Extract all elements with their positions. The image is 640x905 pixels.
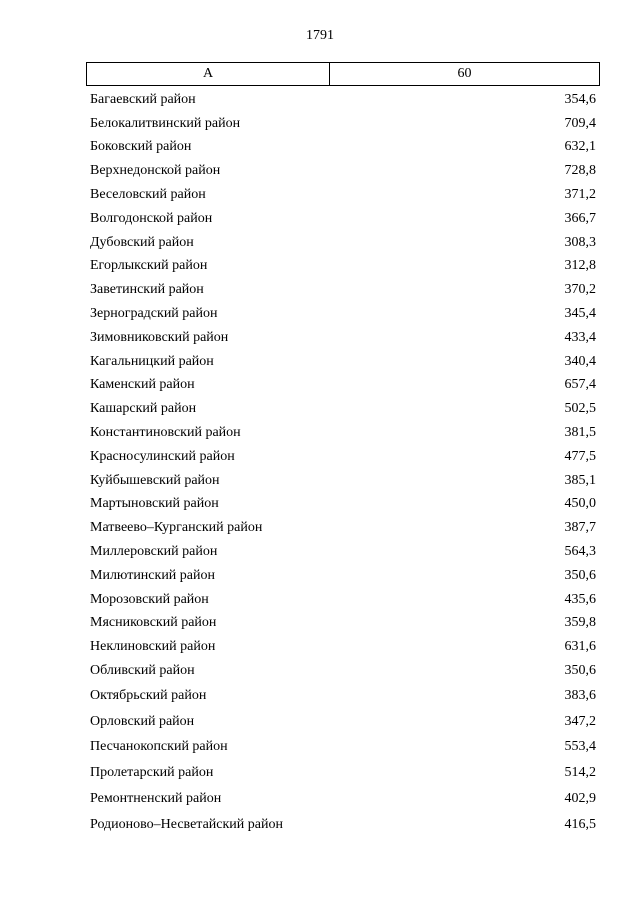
district-value: 477,5 [564,448,596,464]
table-row [90,516,596,540]
district-value: 347,2 [564,713,596,729]
district-value: 435,6 [564,591,596,607]
district-value: 350,6 [564,567,596,583]
table-row [90,786,596,812]
table-row [90,302,596,326]
table-row [90,159,596,183]
district-value: 631,6 [564,639,596,655]
district-name: Кашарский район [90,401,197,417]
table-row [90,540,596,564]
district-name: Матвеево–Курганский район [90,520,263,536]
district-value: 308,3 [564,234,596,250]
district-value: 371,2 [564,187,596,203]
district-value: 657,4 [564,377,596,393]
table-row [90,635,596,659]
district-name: Мясниковский район [90,615,217,631]
table-row [90,421,596,445]
district-name: Заветинский район [90,282,204,298]
table-row [90,207,596,231]
district-name: Морозовский район [90,591,209,607]
table-row [90,735,596,761]
district-name: Верхнедонской район [90,163,221,179]
district-value: 381,5 [564,425,596,441]
district-name: Мартыновский район [90,496,219,512]
table-row [90,278,596,302]
district-name: Обливский район [90,663,195,679]
table-row [90,760,596,786]
table-row [90,469,596,493]
table-header [86,62,600,86]
page-number: 1791 [306,28,334,43]
district-value: 354,6 [564,91,596,107]
district-name: Веселовский район [90,187,206,203]
district-name: Пролетарский район [90,765,214,781]
district-value: 366,7 [564,210,596,226]
district-name: Куйбышевский район [90,472,220,488]
table-row [90,397,596,421]
district-value: 402,9 [564,791,596,806]
district-value: 564,3 [564,544,596,560]
district-value: 383,6 [564,687,596,703]
table-row [90,493,596,517]
table-row [90,445,596,469]
district-value: 553,4 [564,739,596,755]
district-name: Красносулинский район [90,448,235,464]
table-row [90,112,596,136]
district-value: 433,4 [564,329,596,345]
table-row [90,350,596,374]
district-value: 312,8 [564,258,596,274]
table-row [90,326,596,350]
district-name: Боковский район [90,139,192,155]
district-name: Дубовский район [90,234,194,250]
table-row [90,812,596,838]
district-value: 350,6 [564,663,596,679]
district-value: 359,8 [564,615,596,631]
district-value: 514,2 [564,765,596,781]
district-value: 632,1 [564,139,596,155]
district-name: Багаевский район [90,91,196,107]
district-value: 385,1 [564,472,596,488]
table-row [90,612,596,636]
district-name: Белокалитвинский район [90,115,241,131]
table-row [90,136,596,160]
district-name: Волгодонской район [90,210,213,226]
district-value: 340,4 [564,353,596,369]
table-row [90,374,596,398]
table-row [90,183,596,207]
district-value: 345,4 [564,306,596,322]
table-row [90,255,596,279]
district-value: 502,5 [564,401,596,417]
table-row [90,88,596,112]
district-value: 709,4 [564,115,596,131]
table-row [90,683,596,709]
district-value: 450,0 [564,496,596,512]
district-name: Константиновский район [90,425,241,441]
district-name: Милютинский район [90,567,216,583]
table-row [90,564,596,588]
table-row [90,709,596,735]
district-name: Октябрьский район [90,687,207,703]
table-row [90,659,596,683]
district-value: 387,7 [564,520,596,536]
column-header-60: 60 [457,66,472,81]
district-value: 728,8 [564,163,596,179]
district-name: Песчанокопский район [90,739,228,755]
district-name: Каменский район [90,377,195,393]
district-name: Неклиновский район [90,639,216,655]
district-value: 416,5 [564,816,596,832]
district-name: Кагальницкий район [90,353,214,369]
district-value: 370,2 [564,282,596,298]
district-name: Миллеровский район [90,544,218,560]
district-name: Ремонтненский район [90,791,222,806]
column-header-a: A [87,63,330,85]
district-name: Зимовниковский район [90,329,229,345]
district-name: Зерноградский район [90,306,218,322]
district-name: Егорлыкский район [90,258,208,274]
table-row [90,231,596,255]
table-row [90,588,596,612]
district-name: Орловский район [90,713,195,729]
district-name: Родионово–Несветайский район [90,816,283,832]
table-body [90,88,596,838]
